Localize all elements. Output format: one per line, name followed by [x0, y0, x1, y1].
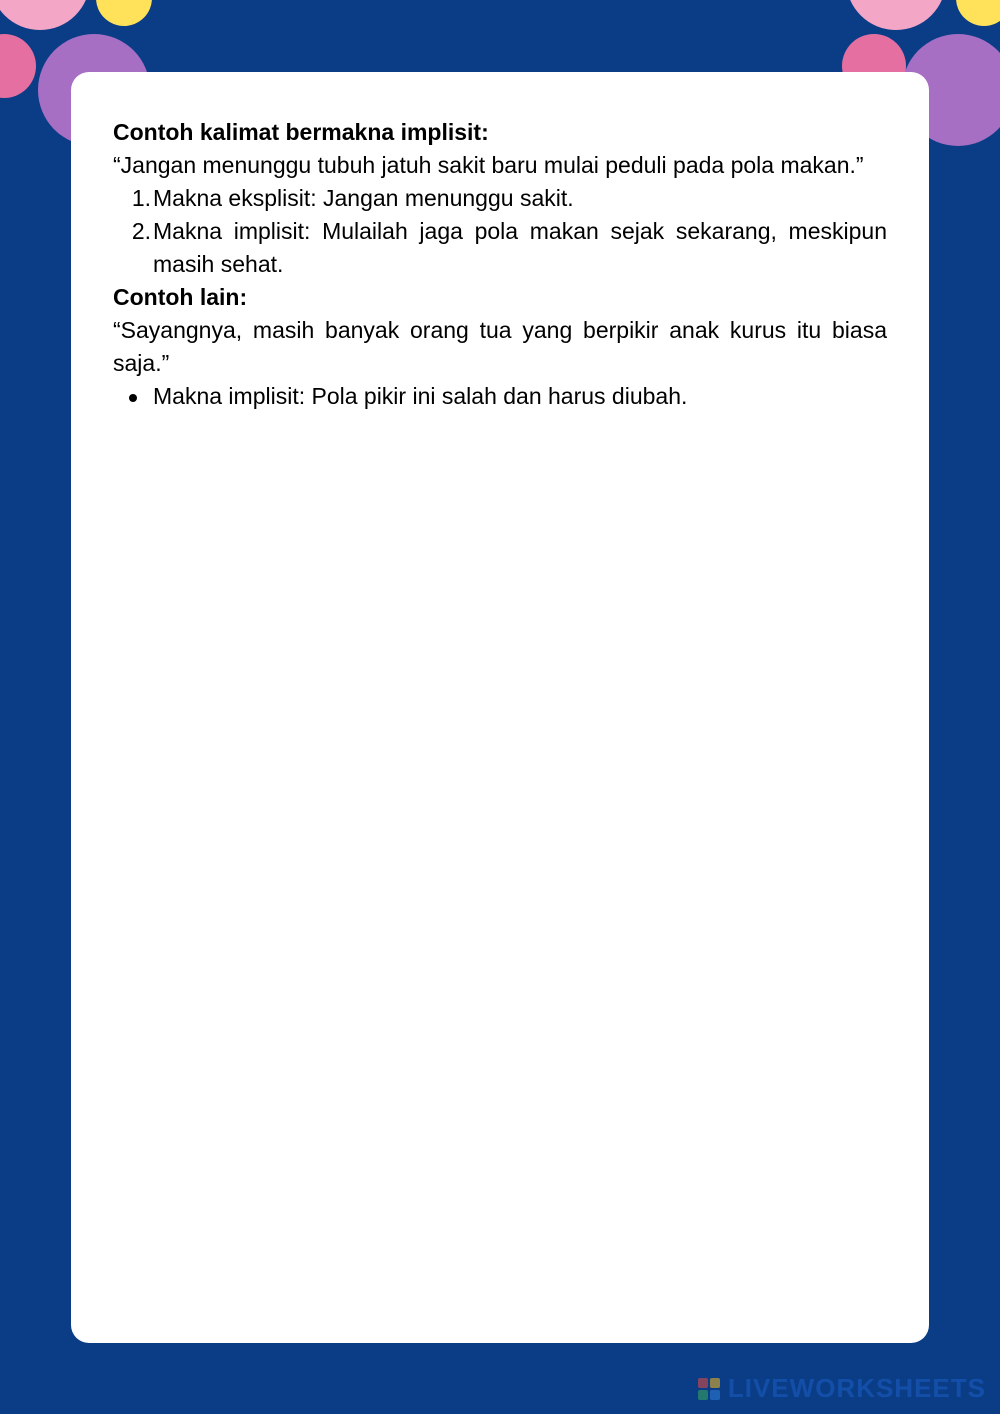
bullet-icon [129, 394, 137, 402]
quote-paragraph-1: “Jangan menunggu tubuh jatuh sakit baru mulai peduli pada pola makan.” [113, 152, 864, 178]
decor-circle-pink-left [0, 0, 90, 30]
list-item [113, 380, 887, 413]
heading-other-example: Contoh lain: [113, 284, 248, 310]
list-number: 1. [131, 185, 151, 211]
liveworksheets-logo-icon [698, 1378, 720, 1400]
list-item-text: Makna implisit: Pola pikir ini salah dan harus diubah. [153, 383, 688, 409]
document-body [113, 116, 887, 413]
list-number: 2. [131, 218, 151, 244]
watermark-text: LIVEWORKSHEETS [727, 1373, 986, 1403]
liveworksheets-watermark [698, 1373, 986, 1404]
list-item [113, 182, 887, 215]
list-item-text: Makna implisit: Mulailah jaga pola makan sejak sekarang, meskipun masih sehat. [153, 218, 887, 277]
quote-paragraph-2: “Sayangnya, masih banyak orang tua yang berpikir anak kurus itu biasa saja.” [113, 317, 887, 376]
decor-circle-yellow-left [96, 0, 152, 26]
decor-circle-pink-right [846, 0, 946, 30]
decor-circle-yellow-right [956, 0, 1000, 26]
list-item [113, 215, 887, 281]
content-card [71, 72, 929, 1343]
ordered-list [113, 182, 887, 281]
list-item-text: Makna eksplisit: Jangan menunggu sakit. [153, 185, 574, 211]
bullet-list [113, 380, 887, 413]
heading-implicit-example: Contoh kalimat bermakna implisit: [113, 119, 489, 145]
decor-circle-rose-left [0, 34, 36, 98]
